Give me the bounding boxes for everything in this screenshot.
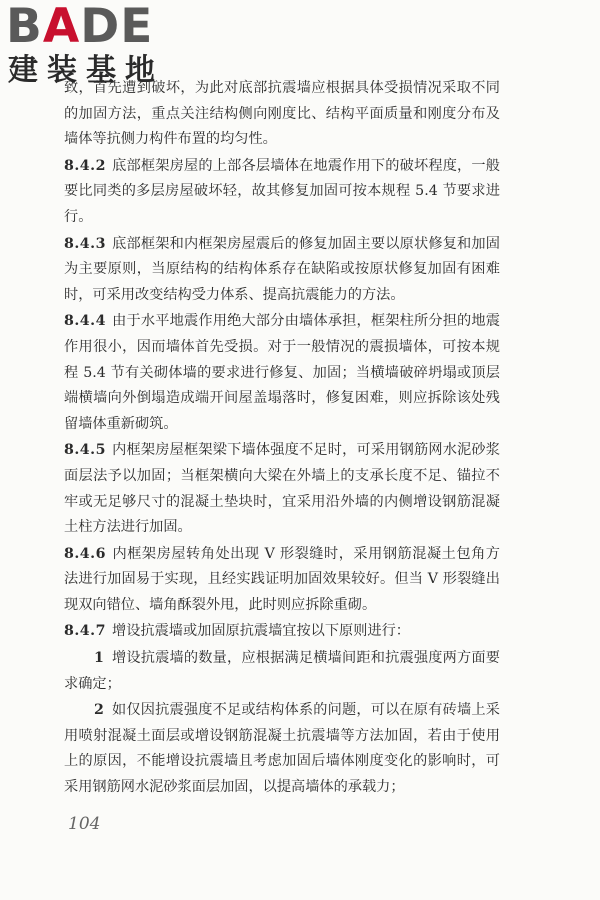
clause-number: 8.4.3	[64, 235, 106, 252]
logo-wordmark: BADE	[6, 0, 154, 54]
list-item-1	[64, 646, 500, 697]
item-text: 如仅因抗震强度不足或结构体系的问题，可以在原有砖墙上采用喷射混凝土面层或增设钢筋混凝土抗震墙等方法加固，若由于使用上的原因，不能增设抗震墙且考虑加固后墙体刚度变化的影响时，可采用钢筋网水泥砂浆面层加固，以提高墙体的承载力；	[64, 702, 500, 796]
clause-8-4-2	[64, 154, 500, 231]
clause-text: 底部框架和内框架房屋震后的修复加固主要以原状修复和加固为主要原则，当原结构的结构体系存在缺陷或按原状修复加固有困难时，可采用改变结构受力体系、提高抗震能力的方法。	[64, 235, 500, 303]
clause-8-4-4	[64, 309, 500, 437]
clause-number: 8.4.6	[64, 545, 106, 562]
clause-number: 8.4.7	[64, 623, 106, 640]
clause-8-4-6	[64, 542, 500, 619]
clause-8-4-5	[64, 438, 500, 540]
brand-logo	[6, 2, 196, 94]
clause-text: 底部框架房屋的上部各层墙体在地震作用下的破坏程度，一般要比同类的多层房屋破坏轻，故其修复加固可按本规程 5.4 节要求进行。	[64, 157, 500, 225]
item-text: 增设抗震墙的数量，应根据满足横墙间距和抗震强度两方面要求确定；	[64, 650, 500, 692]
clause-number: 8.4.4	[64, 313, 106, 330]
document-body	[64, 76, 500, 802]
list-item-2	[64, 698, 500, 800]
paragraph-text: 致，首先遭到破坏，为此对底部抗震墙应根据具体受损情况采取不同的加固方法，重点关注结构侧向刚度比、结构平面质量和刚度分布及墙体等抗侧力构件布置的均匀性。	[64, 80, 500, 148]
clause-text: 增设抗震墙或加固原抗震墙宜按以下原则进行：	[112, 623, 410, 640]
clause-8-4-3	[64, 232, 500, 309]
item-number: 1	[94, 650, 104, 667]
clause-number: 8.4.2	[64, 157, 106, 174]
item-number: 2	[94, 702, 104, 719]
clause-number: 8.4.5	[64, 442, 106, 459]
logo-accent-letter: A	[42, 0, 81, 54]
clause-text: 内框架房屋转角处出现 V 形裂缝时，采用钢筋混凝土包角方法进行加固易于实现，且经实践证明加固效果较好。但当 V 形裂缝出现双向错位、墙角酥裂外甩，此时则应拆除重砌。	[64, 545, 500, 613]
clause-text: 内框架房屋框架梁下墙体强度不足时，可采用钢筋网水泥砂浆面层法予以加固；当框架横向大梁在外墙上的支承长度不足、锚拉不牢或无足够尺寸的混凝土垫块时，宜采用沿外墙的内侧增设钢筋混凝土柱方法进行加固。	[64, 442, 500, 536]
clause-text: 由于水平地震作用绝大部分由墙体承担，框架柱所分担的地震作用很小，因而墙体首先受损。对于一般情况的震损墙体，可按本规程 5.4 节有关砌体墙的要求进行修复、加固；当横墙破碎坍塌或顶层端横墙向外倒塌造成端开间屋盖塌落时，修复困难，则应拆除该处残留墙体重新砌筑。	[64, 313, 500, 432]
clause-8-4-7	[64, 619, 500, 645]
page-number: 104	[68, 814, 101, 834]
logo-subtitle: 建装基地	[8, 53, 164, 88]
